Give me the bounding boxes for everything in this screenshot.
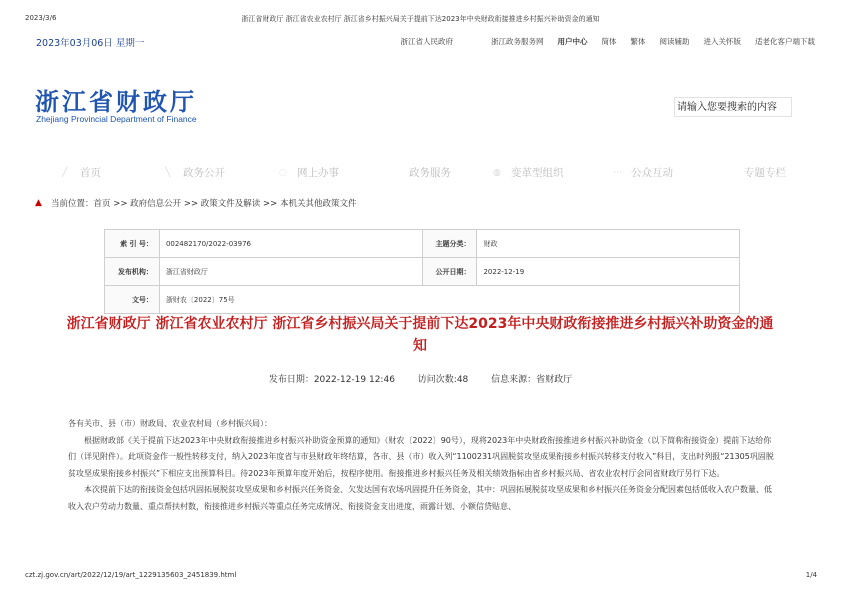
link-user-center[interactable]: 用户中心 bbox=[557, 37, 588, 46]
footer-url: czt.zj.gov.cn/art/2022/12/19/art_1229135603_2451839.html bbox=[25, 571, 237, 579]
site-logo[interactable]: 浙江省财政厅 bbox=[35, 88, 197, 116]
link-care-version[interactable]: 进入关怀版 bbox=[703, 37, 741, 46]
nav-home[interactable] bbox=[62, 165, 101, 180]
org-value: 浙江省财政厅 bbox=[159, 258, 422, 286]
doc-info bbox=[0, 372, 841, 385]
breadcrumb bbox=[35, 197, 356, 209]
link-simplified[interactable]: 简体 bbox=[601, 37, 617, 46]
top-links bbox=[387, 36, 816, 47]
link-traditional[interactable]: 繁体 bbox=[630, 37, 646, 46]
info-source: 信息来源：省财政厅 bbox=[491, 375, 573, 385]
nav-transform-org[interactable] bbox=[493, 165, 564, 180]
site-logo-en: Zhejiang Provincial Department of Finance bbox=[36, 114, 197, 124]
nav-interaction[interactable] bbox=[613, 165, 673, 180]
date-value: 2022-12-19 bbox=[477, 258, 740, 286]
subject-value: 财政 bbox=[477, 230, 740, 258]
current-date: 2023年03月06日 星期一 bbox=[36, 38, 145, 49]
document-icon: ╲ bbox=[165, 167, 171, 178]
link-elderly-app[interactable]: 适老化客户端下载 bbox=[755, 37, 815, 46]
body-paragraph: 根据财政部《关于提前下达2023年中央财政衔接推进乡村振兴补助资金预算的通知》（财农〔2022〕90号），现将2023年中央财政衔接推进乡村振兴补助资金（以下简称衔接资金）提前下达给你们（详见附件）。此项资金作一般性转移支付，纳入2023年度省与市县财政年终结算，各市、县（市）收入列“1100231巩固脱贫攻坚成果衔接乡村振兴转移支付收入”科目，支出时列报“21305巩固脱贫攻坚成果衔接乡村振兴”下相应支出预算科目。待2023年预算年度开始后，按程序使用。衔接推进乡村振兴任务及相关绩效指标由省乡村振兴局、省农业农村厅会同省财政厅另行下达。 bbox=[68, 435, 774, 478]
breadcrumb-text[interactable]: 当前位置：首页 >> 政府信息公开 >> 政策文件及解读 >> 本机关其他政策文件 bbox=[51, 199, 357, 209]
nav-gov-affairs-label: 政务公开 bbox=[183, 167, 225, 179]
location-icon: ▲ bbox=[35, 197, 42, 208]
home-icon: ╱ bbox=[62, 167, 68, 178]
nav-topics-label: 专题专栏 bbox=[744, 167, 786, 179]
link-zj-service[interactable]: 浙江政务服务网 bbox=[491, 37, 544, 46]
body-paragraph: 本次提前下达的衔接资金包括巩固拓展脱贫攻坚成果和乡村振兴任务资金、欠发达国有农场巩固提升任务资金，其中：巩固拓展脱贫攻坚成果和乡村振兴任务资金分配因素包括低收入农户数量、低收入农户劳动力数量、重点帮扶村数，衔接推进乡村振兴等重点任务完成情况、衔接资金支出进度，雨露计划、小额信贷贴息、 bbox=[68, 485, 772, 511]
print-header-title: 浙江省财政厅 浙江省农业农村厅 浙江省乡村振兴局关于提前下达2023年中央财政衔接推进乡村振兴补助资金的通知 bbox=[241, 15, 600, 23]
subject-label: 主题分类： bbox=[422, 230, 477, 258]
nav-online-service-label: 网上办事 bbox=[297, 167, 339, 179]
nav-gov-affairs[interactable] bbox=[165, 165, 225, 180]
nav-topics[interactable] bbox=[744, 165, 786, 180]
main-nav bbox=[0, 162, 841, 182]
index-label: 索 引 号： bbox=[105, 230, 160, 258]
chat-icon: ⋯ bbox=[613, 167, 622, 178]
globe-icon: ◌ bbox=[279, 167, 287, 178]
date-label: 公开日期： bbox=[422, 258, 477, 286]
nav-online-service[interactable] bbox=[279, 165, 339, 180]
search-input[interactable]: 请输入您要搜索的内容 bbox=[674, 97, 792, 117]
page-title: 浙江省财政厅 浙江省农业农村厅 浙江省乡村振兴局关于提前下达2023年中央财政衔接推进乡村振兴补助资金的通知 bbox=[66, 316, 774, 354]
print-date: 2023/3/6 bbox=[25, 14, 57, 22]
page-number: 1/4 bbox=[805, 571, 817, 579]
visit-count: 访问次数:48 bbox=[417, 375, 469, 385]
docno-value: 浙财农〔2022〕75号 bbox=[159, 286, 739, 314]
docno-label: 文号： bbox=[105, 286, 160, 314]
index-value: 002482170/2022-03976 bbox=[159, 230, 422, 258]
nav-home-label: 首页 bbox=[80, 167, 101, 179]
org-icon: ◍ bbox=[493, 167, 501, 178]
nav-gov-service[interactable] bbox=[409, 165, 451, 180]
org-label: 发布机构： bbox=[105, 258, 160, 286]
link-reading-aid[interactable]: 阅读辅助 bbox=[659, 37, 690, 46]
doc-body bbox=[68, 416, 776, 515]
doc-meta-table bbox=[104, 229, 740, 314]
nav-transform-org-label: 变革型组织 bbox=[511, 167, 564, 179]
nav-interaction-label: 公众互动 bbox=[631, 167, 673, 179]
publish-date: 发布日期：2022-12-19 12:46 bbox=[268, 375, 395, 385]
link-zj-gov[interactable]: 浙江省人民政府 bbox=[400, 37, 453, 46]
body-paragraph: 各有关市、县（市）财政局、农业农村局（乡村振兴局）： bbox=[68, 419, 272, 428]
nav-gov-service-label: 政务服务 bbox=[409, 167, 451, 179]
